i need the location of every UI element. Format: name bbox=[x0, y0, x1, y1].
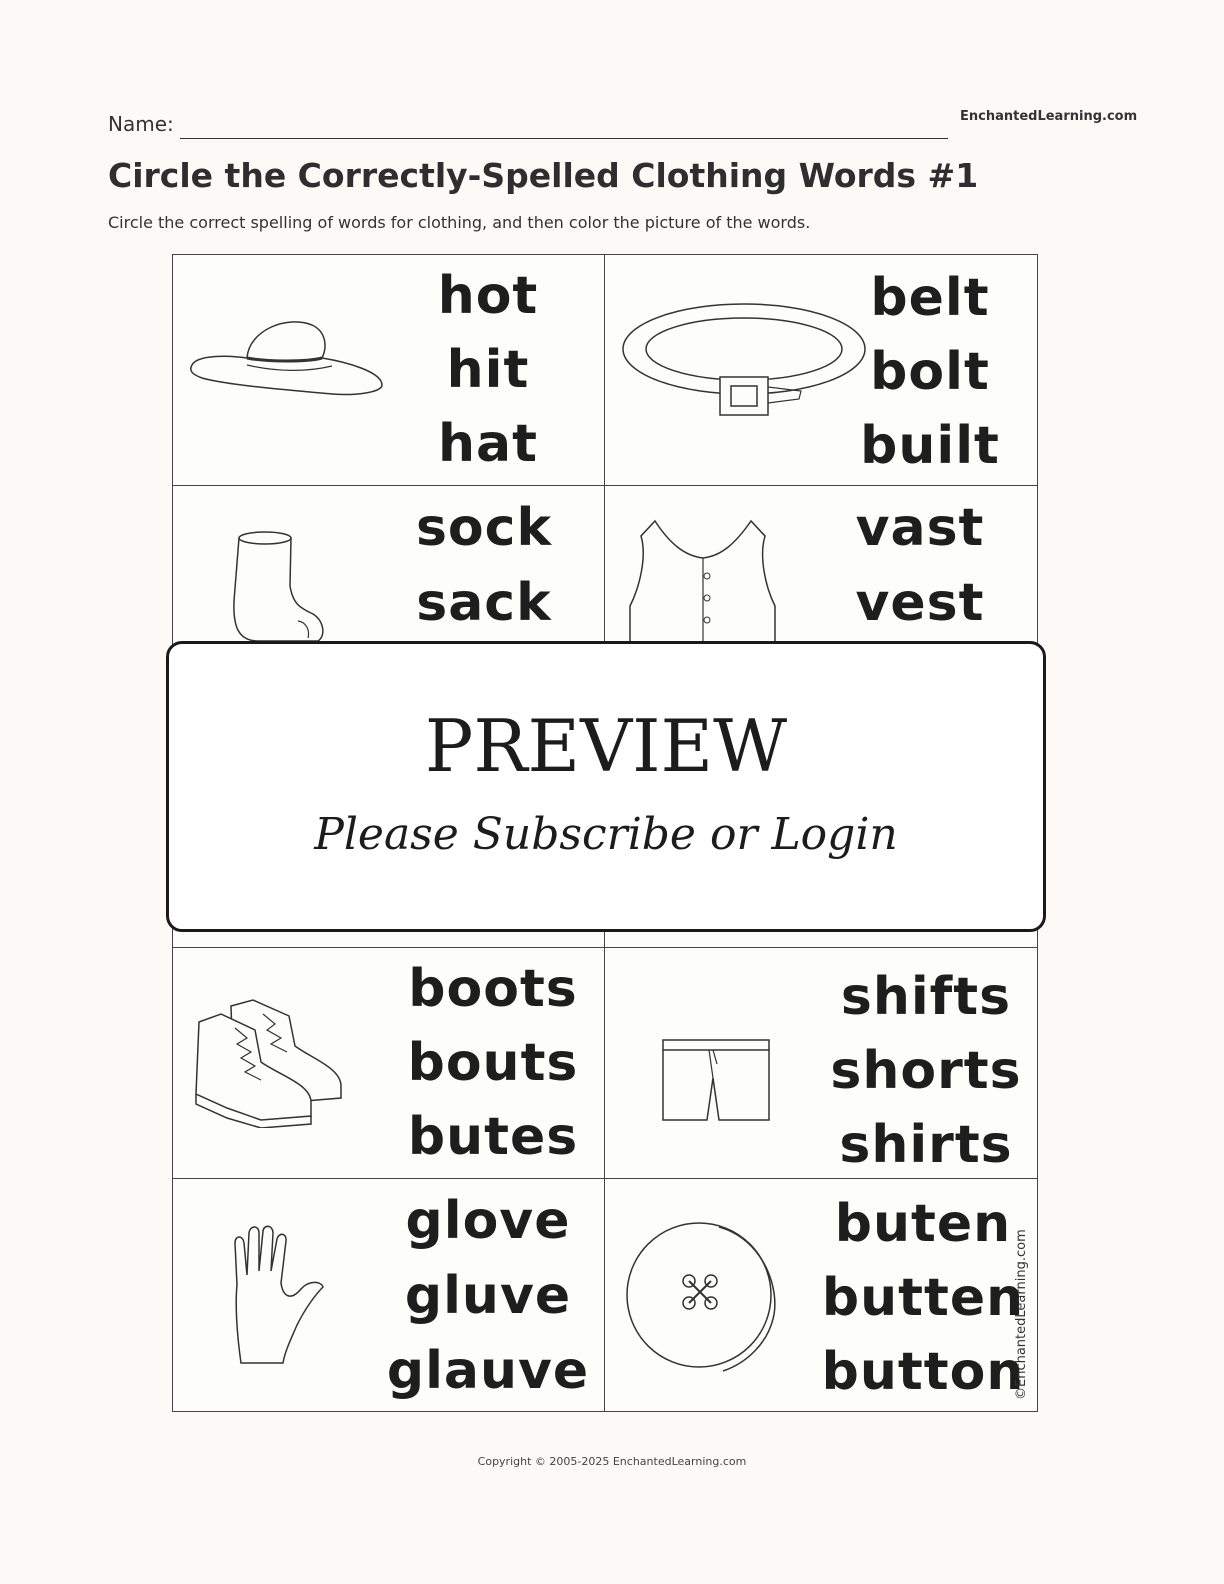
page-title: Circle the Correctly-Spelled Clothing Words #1 bbox=[108, 156, 979, 195]
word-option[interactable]: shirts bbox=[839, 1115, 1013, 1175]
shorts-icon bbox=[661, 1038, 773, 1128]
word-option[interactable]: built bbox=[860, 416, 1000, 476]
word-option[interactable]: glove bbox=[405, 1190, 571, 1251]
word-option[interactable]: shorts bbox=[830, 1041, 1022, 1101]
hat-icon bbox=[187, 310, 387, 405]
belt-icon bbox=[621, 301, 871, 426]
word-option[interactable]: butten bbox=[821, 1268, 1025, 1328]
word-list bbox=[830, 960, 1022, 1182]
name-label: Name: bbox=[108, 112, 174, 136]
word-option[interactable]: vast bbox=[855, 497, 985, 558]
word-option[interactable]: belt bbox=[870, 268, 990, 328]
word-option[interactable]: buten bbox=[834, 1194, 1012, 1254]
cell-hat bbox=[172, 254, 606, 487]
word-option[interactable]: glauve bbox=[386, 1341, 590, 1402]
sock-icon bbox=[228, 526, 328, 646]
preview-overlay[interactable] bbox=[166, 641, 1046, 932]
vertical-credit: ©EnchantedLearning.com bbox=[1014, 1229, 1029, 1400]
word-option[interactable]: boots bbox=[408, 959, 578, 1019]
cell-belt bbox=[604, 254, 1038, 487]
copyright-footer: Copyright © 2005-2025 EnchantedLearning.com bbox=[477, 1455, 747, 1468]
word-option[interactable]: hit bbox=[446, 340, 530, 400]
word-option[interactable]: bolt bbox=[870, 342, 990, 402]
name-row bbox=[108, 110, 948, 140]
word-option[interactable]: sack bbox=[416, 572, 552, 633]
cell-glove bbox=[172, 1178, 606, 1412]
preview-title: PREVIEW bbox=[424, 704, 788, 788]
instructions: Circle the correct spelling of words for clothing, and then color the picture of the words. bbox=[108, 213, 811, 232]
name-line bbox=[180, 138, 948, 139]
word-list bbox=[855, 261, 1005, 483]
word-list bbox=[386, 1183, 590, 1409]
word-option[interactable]: hat bbox=[438, 414, 538, 474]
word-option[interactable]: gluve bbox=[404, 1265, 572, 1326]
site-logo[interactable]: EnchantedLearning.com bbox=[960, 109, 1138, 124]
glove-icon bbox=[231, 1225, 331, 1365]
word-list bbox=[407, 952, 579, 1174]
cell-boots bbox=[172, 947, 606, 1180]
word-option[interactable]: button bbox=[821, 1342, 1025, 1402]
word-option[interactable]: butes bbox=[407, 1107, 579, 1167]
word-list bbox=[845, 490, 995, 640]
boots-icon bbox=[191, 998, 351, 1128]
word-option[interactable]: shifts bbox=[840, 967, 1012, 1027]
word-list bbox=[423, 259, 553, 481]
vest-icon bbox=[625, 516, 785, 646]
word-list bbox=[409, 490, 559, 640]
word-option[interactable]: bouts bbox=[407, 1033, 579, 1093]
word-option[interactable]: sock bbox=[415, 497, 553, 558]
button-icon bbox=[623, 1219, 783, 1375]
subscribe-login-prompt[interactable]: Please Subscribe or Login bbox=[314, 809, 898, 860]
cell-button bbox=[604, 1178, 1038, 1412]
word-option[interactable]: hot bbox=[437, 266, 539, 326]
cell-shorts bbox=[604, 947, 1038, 1180]
word-option[interactable]: vest bbox=[855, 572, 985, 633]
